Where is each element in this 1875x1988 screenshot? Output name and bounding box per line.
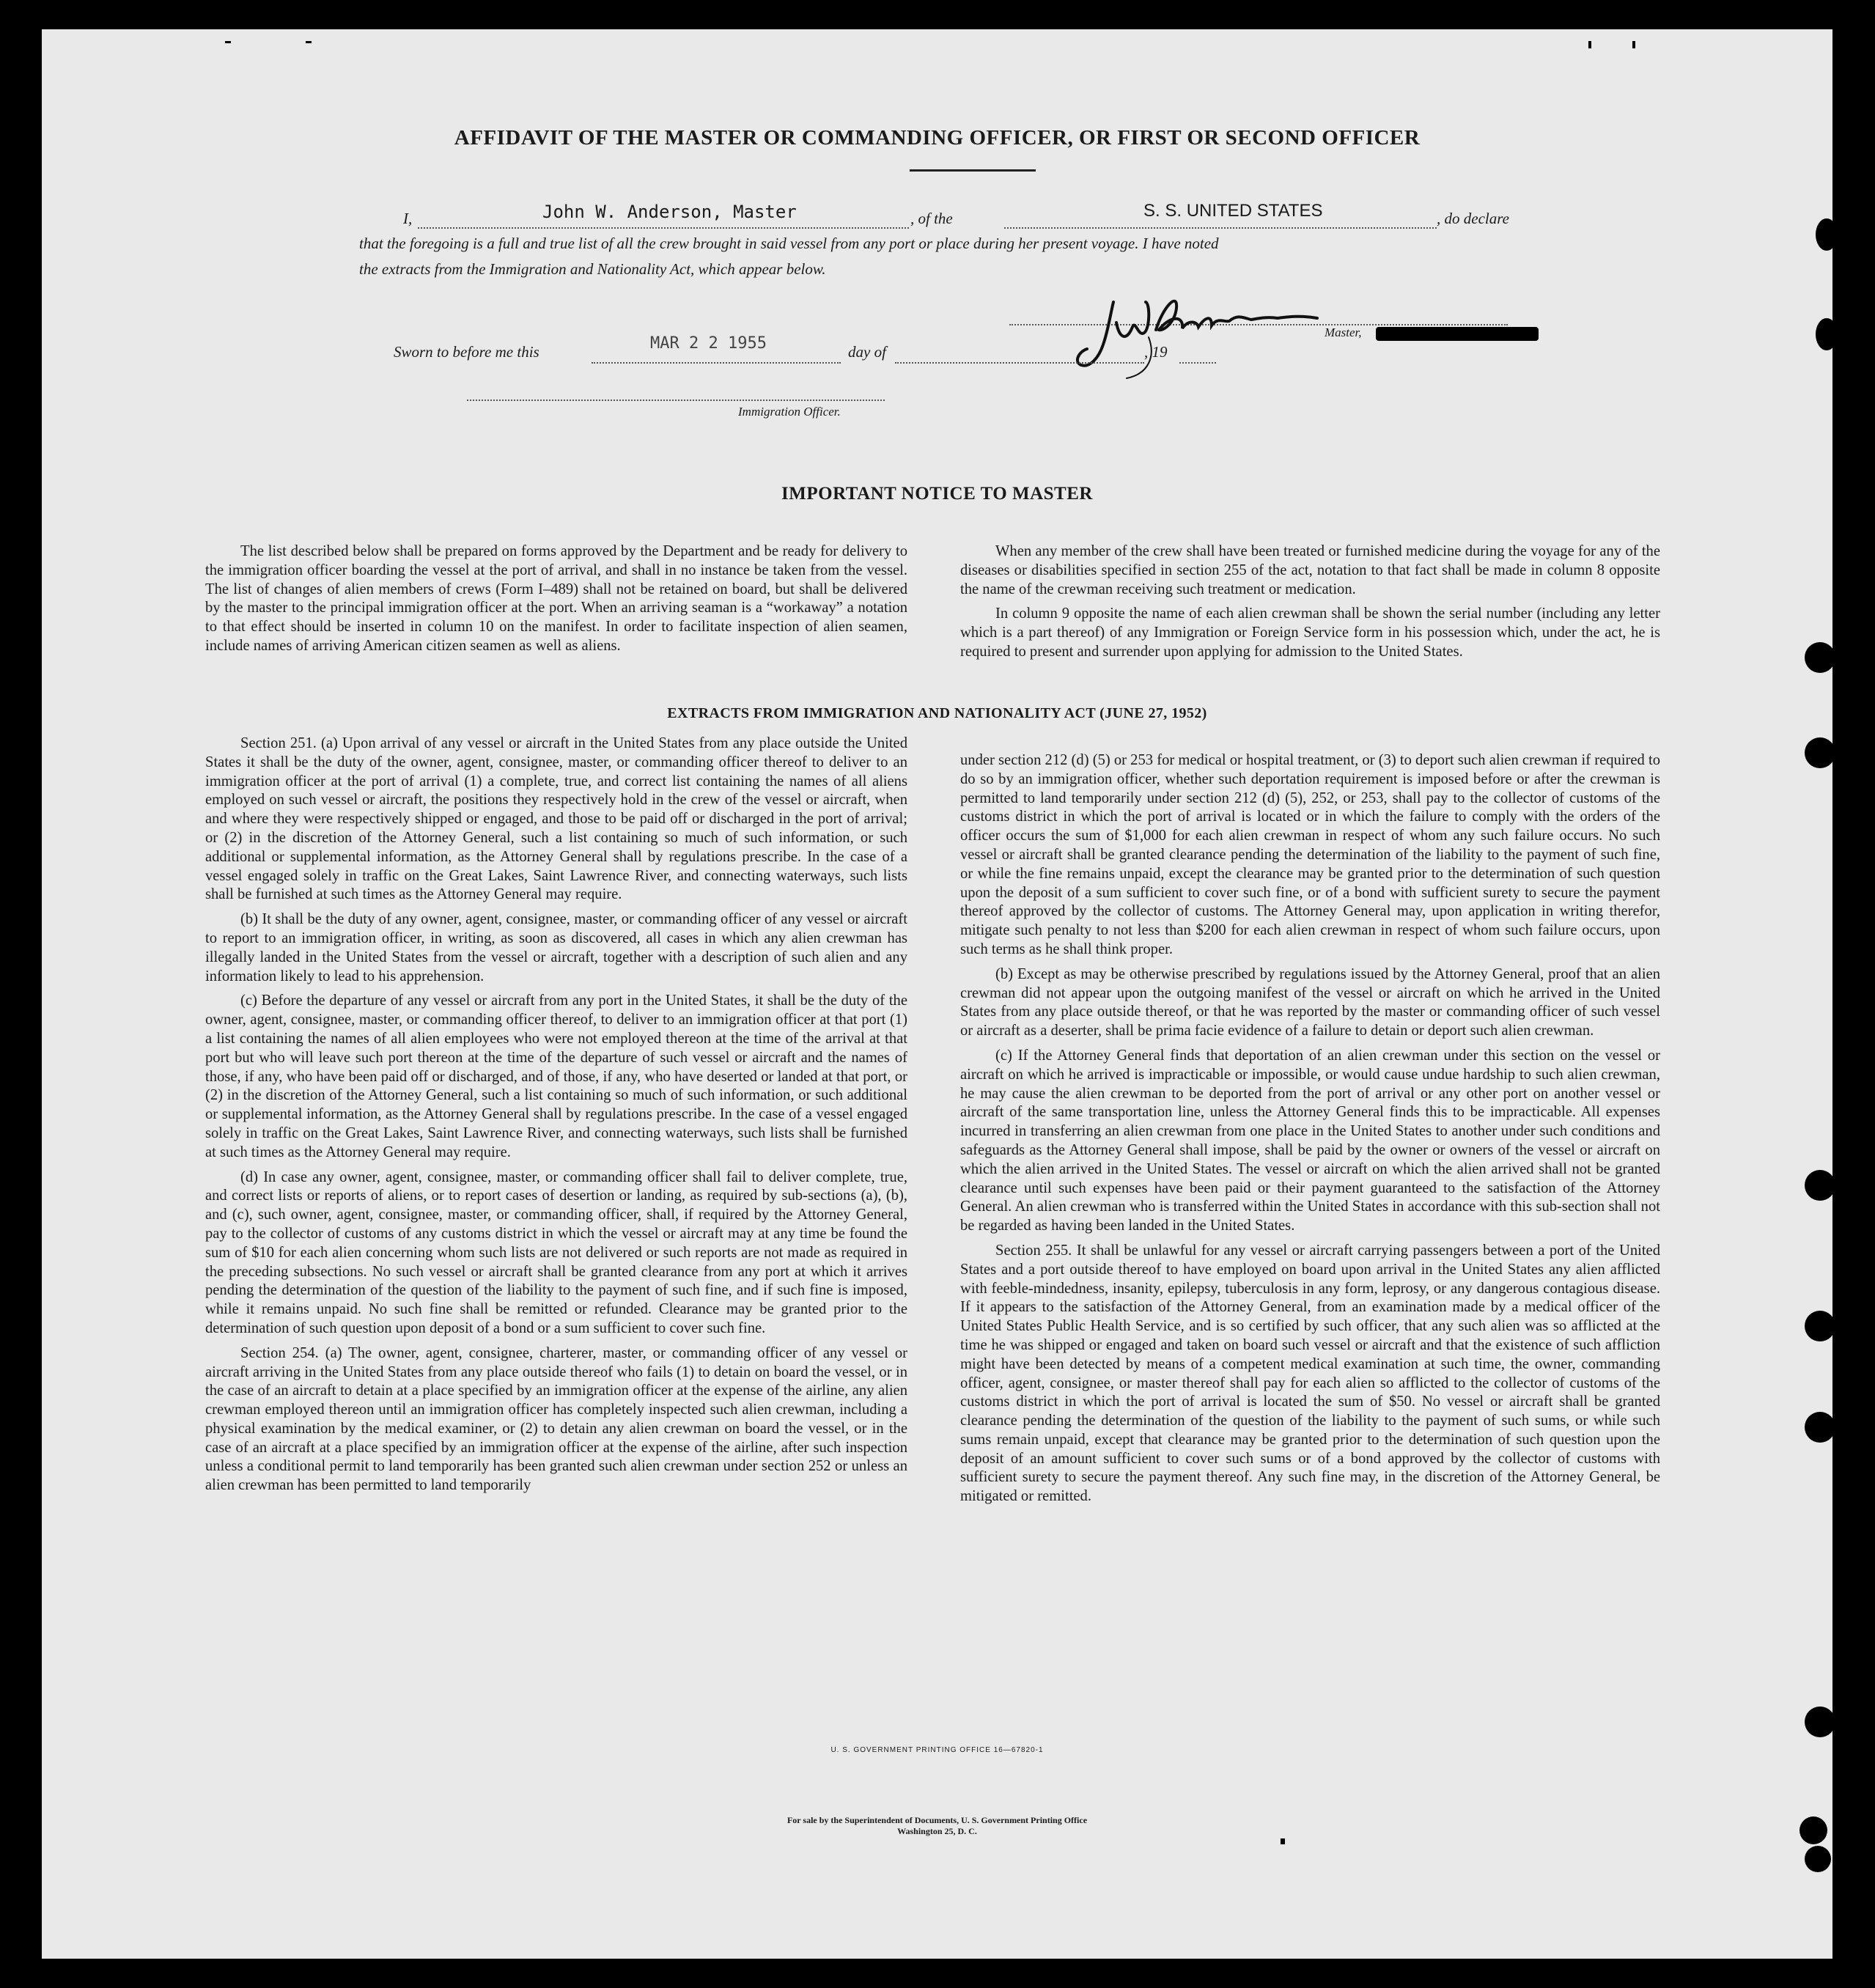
section-paragraph: Section 255. It shall be unlawful for any vessel or aircraft carrying passengers between a port of the United States and a port outside thereof to have employed on board upon arrival in the United States any alien afflicted with feeble-mindedness, insanity, epilepsy, tuberculosis in any form, leprosy, or any dangerous contagious disease. If it appears to the satisfaction of the Attorney General, from an examination made by a medical officer of the United States Public Health Service, and is so certified by such officer, that any such alien was so afflicted at the time he was shipped or engaged and taken on board such vessel or aircraft and that the existence of such affliction might have been detected by means of a competent medical examination at such time, the owner, commanding officer, agent, consignee, or master thereof shall pay for each alien so afflicted to the collector of customs of the customs district in which the port of arrival is located the sum of $50. No vessel or aircraft shall be granted clearance pending the determination of the question of the liability to the payment of such sums, or while such sums remain unpaid, except that clearance may be granted prior to the determination of such question upon the deposit of an amount sufficient to cover such sums or of a bond approved by the collector of customs with sufficient surety to secure the payment thereof. Any such fine may, in the discretion of the Attorney General, be mitigated or remitted.	[960, 1242, 1660, 1505]
declaration-prefix: I,	[403, 210, 413, 227]
section-paragraph: under section 212 (d) (5) or 253 for medical or hospital treatment, or (3) to deport such alien crewman if required to do so by an immigration officer, whether such deportation requirement is imposed before or after the crewman is permitted to land temporarily under section 212 (d) (5), 252, or 253, shall pay to the collector of customs of the customs district in which the port of arrival is located or in which the failure to comply with the orders of the officer occurs the sum of $1,000 for each alien crewman in respect of whom any such failure occurs. No such vessel or aircraft shall be granted clearance pending the determination of the liability to the payment of such fine, or while the fine remains unpaid, except the clearance may be granted prior to the determination of such question upon the deposit of a sum sufficient to cover such fine, or of a bond with sufficient surety to secure the payment thereof approved by the collector of customs. The Attorney General may, upon application in writing therefor, mitigate such penalty to not less than $200 for each alien crewman in respect of whom such failure occurs, upon such terms as he shall think proper.	[960, 752, 1661, 957]
notice-heading: IMPORTANT NOTICE TO MASTER	[781, 484, 1093, 504]
notice-paragraph: When any member of the crew shall have been treated or furnished medicine during the voyage for any of the diseases or disabilities specified in section 255 of the act, notation to that fact shall be made in column 8 opposite the name of the crewman receiving such treatment or medication.	[960, 543, 1660, 597]
punch-hole	[1805, 737, 1835, 768]
punch-hole	[1816, 218, 1838, 251]
sale-line-2: Washington 25, D. C.	[897, 1826, 977, 1836]
master-label: Master,	[1325, 325, 1362, 339]
scan-mark	[306, 41, 312, 43]
section-paragraph: (b) It shall be the duty of any owner, agent, consignee, master, or commanding officer of any vessel or aircraft to report to an immigration officer, in writing, as soon as discovered, all cases in which any alien crewman has illegally landed in the United States from the vessel or aircraft, together with a description of such alien and any information likely to lead to his apprehension.	[205, 911, 907, 984]
ink-speck	[1281, 1838, 1285, 1844]
master-name-value: John W. Anderson, Master	[542, 202, 797, 222]
punch-hole	[1805, 1707, 1835, 1737]
extracts-right-column	[960, 751, 1660, 1512]
vessel-name-value: S. S. UNITED STATES	[1143, 201, 1323, 221]
day-of-label: day of	[848, 343, 886, 361]
title-rule	[910, 169, 1036, 172]
scan-mark	[1588, 41, 1591, 48]
year-label: , 19	[1144, 343, 1168, 361]
declaration-line	[359, 201, 1554, 230]
declaration-line-3: the extracts from the Immigration and Nationality Act, which appear below.	[359, 260, 826, 278]
notice-right-column	[960, 542, 1660, 668]
punch-hole	[1805, 1846, 1831, 1872]
punch-hole	[1805, 1311, 1835, 1341]
punch-hole	[1805, 1412, 1835, 1443]
section-paragraph: (b) Except as may be otherwise prescribed by regulations issued by the Attorney General, proof that an alien crewman did not appear upon the outgoing manifest of the vessel or aircraft on which he arrived in the United States from any place outside thereof, or that he was reported by the master or commanding officer of such vessel or aircraft as a deserter, shall be prima facie evidence of a failure to detain or deport such alien crewman.	[960, 965, 1660, 1039]
notice-paragraph: The list described below shall be prepared on forms approved by the Department and be ready for delivery to the immigration officer boarding the vessel at the port of arrival, and shall in no instance be taken from the vessel. The list of changes of alien members of crews (Form I–489) shall not be retained on board, but shall be delivered by the master to the principal immigration officer at the port. When an arriving seaman is a “workaway” a notation to that effect should be inserted in column 10 on the manifest. In order to facilitate inspection of alien seamen, include names of arriving American citizen seamen as well as aliens.	[205, 543, 907, 654]
document-page	[42, 29, 1832, 1959]
sale-notice	[42, 1815, 1832, 1837]
section-paragraph: (c) If the Attorney General finds that deportation of an alien crewman under this section on the vessel or aircraft on which he arrived is impracticable or impossible, or would cause undue hardship to such alien crewman, he may cause the alien crewman to be deported from the port of arrival or any other port on another vessel or aircraft of the same transportation line, unless the Attorney General finds this to be impracticable. All expenses incurred in transferring an alien crewman from one place in the United States to another under such conditions and safeguards as the Attorney General shall impose, shall be paid by the owner or owners of the vessel or aircraft on which the alien arrived in the United States. The vessel or aircraft on which the alien arrived shall not be granted clearance until such expenses have been paid or their payment guaranteed to the satisfaction of the Attorney General. An alien crewman who is transferred within the United States in accordance with this sub-section shall not be regarded as having been landed in the United States.	[960, 1047, 1660, 1234]
notice-left-column	[205, 542, 907, 662]
declaration-line-2: that the foregoing is a full and true list of all the crew brought in said vessel from any port or place during her present voyage. I have noted	[359, 235, 1219, 252]
printing-office-line: U. S. GOVERNMENT PRINTING OFFICE 16—67820-1	[830, 1746, 1044, 1754]
section-paragraph: Section 254. (a) The owner, agent, consignee, charterer, master, or commanding officer of any vessel or aircraft arriving in the United States from any place outside thereof who fails (1) to detain on board the vessel, or in the case of an aircraft to detain at a place specified by an immigration officer at the expense of the airline, any alien crewman employed thereon until an immigration officer has completely inspected such alien crewman, including a physical examination by the medical examiner, or (2) to detain any alien crewman on board the vessel, or in the case of an aircraft at a place specified by an immigration officer at the expense of the airline, after such inspection unless a conditional permit to land temporarily has been granted such alien crewman under section 252 or unless an alien crewman has been permitted to land temporarily	[205, 1344, 907, 1494]
immigration-officer-line	[467, 400, 885, 401]
sworn-label: Sworn to before me this	[394, 343, 539, 361]
affidavit-title: AFFIDAVIT OF THE MASTER OR COMMANDING OFFICER, OR FIRST OR SECOND OFFICER	[454, 126, 1421, 150]
section-paragraph: (d) In case any owner, agent, consignee, master, or commanding officer shall fail to deliver complete, true, and correct lists or reports of aliens, or to report cases of desertion or landing, as required by sub-sections (a), (b), and (c), such owner, agent, consignee, master, or commanding officer, shall, if required by the Attorney General, pay to the collector of customs of any customs district in which the vessel or aircraft may at any time be found the sum of $10 for each alien concerning whom such lists are not delivered or such reports are not made as required in the preceding subsections. No such vessel or aircraft shall be granted clearance from any port at which it arrives pending the determination of the question of the liability to the payment of such fine, and if such fine is imposed, while it remains unpaid. No such fine shall be remitted or refunded. Clearance may be granted prior to the determination of such question upon deposit of a bond or a sum sufficient to cover such fine.	[205, 1168, 907, 1336]
section-paragraph: Section 251. (a) Upon arrival of any vessel or aircraft in the United States from any place outside the United States it shall be the duty of the owner, agent, consignee, master, or commanding officer thereof to deliver to an immigration officer at the port of arrival (1) a complete, true, and correct list containing the names of all aliens employed on such vessel or aircraft, the positions they respectively hold in the crew of the vessel or aircraft, when and where they were respectively shipped or engaged, and those to be paid off or discharged in the port of arrival; or (2) in the discretion of the Attorney General, such a list containing so much of such information, or such additional or supplemental information, as the Attorney General shall by regulations prescribe. In the case of a vessel engaged solely in traffic on the Great Lakes, Saint Lawrence River, and connecting waterways, such lists shall be furnished at such times as the Attorney General may require.	[205, 735, 907, 903]
of-the-label: , of the	[910, 210, 953, 227]
scan-mark	[1632, 41, 1635, 48]
redaction-bar	[1376, 327, 1539, 341]
extracts-left-column	[205, 735, 907, 1501]
punch-hole	[1805, 642, 1835, 673]
punch-hole	[1805, 1170, 1835, 1201]
extracts-heading: EXTRACTS FROM IMMIGRATION AND NATIONALITY ACT (JUNE 27, 1952)	[667, 705, 1207, 721]
sworn-line	[394, 334, 1273, 381]
sworn-date-stamp: MAR 2 2 1955	[650, 334, 767, 353]
punch-hole	[1816, 318, 1838, 350]
section-paragraph: (c) Before the departure of any vessel or aircraft from any port in the United States, it shall be the duty of the owner, agent, consignee, master, or commanding officer thereof, to deliver to an immigration officer at that port (1) a list containing the names of all alien employees who were not employed thereon at the time of the arrival at that port but who will leave such port thereon at the time of the departure of such vessel or aircraft and the names of those, if any, who have been paid off or discharged, and of those, if any, who have deserted or landed at that port, or (2) in the discretion of the Attorney General, such a list containing so much of such information, or such additional or supplemental information, as the Attorney General shall by regulations prescribe. In the case of a vessel engaged solely in traffic on the Great Lakes, Saint Lawrence River, and connecting waterways, such lists shall be furnished at such times as the Attorney General may require.	[205, 993, 907, 1160]
sale-line-1: For sale by the Superintendent of Documents, U. S. Government Printing Office	[787, 1815, 1088, 1825]
do-declare-label: , do declare	[1437, 210, 1509, 227]
name-dotted-line	[418, 227, 909, 229]
notice-paragraph: In column 9 opposite the name of each alien crewman shall be shown the serial number (including any letter which is a part thereof) of any Immigration or Foreign Service form in his possession which, under the act, he is required to present and surrender upon applying for admission to the United States.	[960, 605, 1660, 660]
vessel-dotted-line	[1004, 227, 1437, 229]
scan-mark	[225, 41, 231, 43]
immigration-officer-label: Immigration Officer.	[738, 405, 841, 419]
punch-hole	[1800, 1816, 1827, 1844]
